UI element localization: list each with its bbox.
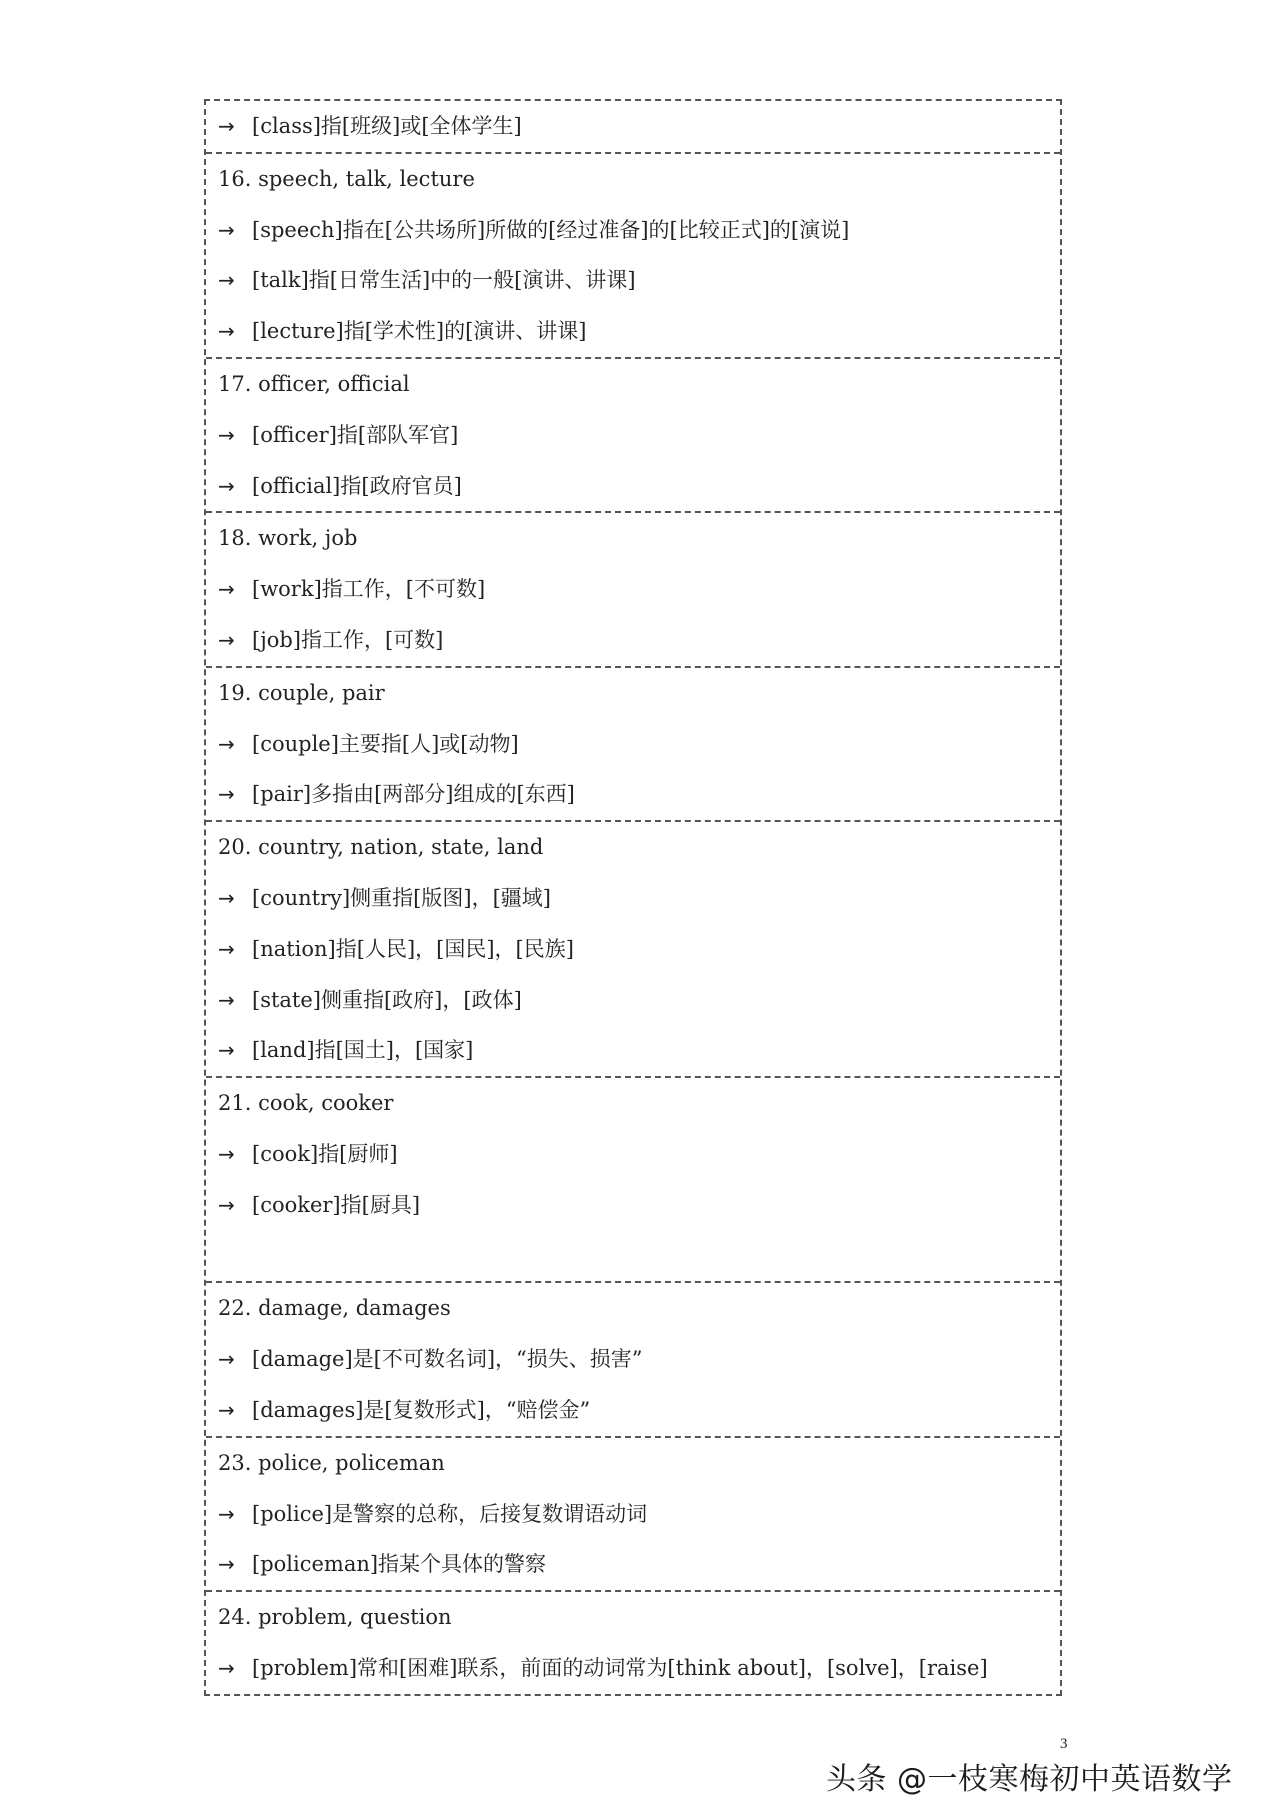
entry-item (218, 1025, 1052, 1076)
arrow-right-icon: → (218, 1655, 235, 1680)
entry-section (206, 1076, 1060, 1281)
arrow-right-icon: → (218, 268, 235, 293)
entry-item-text: [cooker]指[厨具] (252, 1192, 421, 1217)
entry-item (218, 101, 1052, 152)
arrow-right-icon: → (218, 1141, 235, 1166)
entry-item-text: [policeman]指某个具体的警察 (252, 1552, 547, 1577)
arrow-right-icon: → (218, 1347, 235, 1372)
entry-section (206, 1590, 1060, 1694)
entry-item-text: [problem]常和[困难]联系，前面的动词常为[think about]，[solve]，[raise] (252, 1655, 988, 1680)
entry-heading: 16. speech, talk, lecture (218, 166, 475, 191)
arrow-right-icon: → (218, 1552, 235, 1577)
entry-item (218, 719, 1052, 770)
entry-item-text: [work]指工作，[不可数] (252, 577, 486, 602)
entry-item (218, 924, 1052, 975)
entry-item (218, 873, 1052, 924)
entry-item-text: [state]侧重指[政府]，[政体] (252, 987, 522, 1012)
entry-section (206, 101, 1060, 152)
entry-section (206, 511, 1060, 665)
arrow-right-icon: → (218, 1192, 235, 1217)
arrow-right-icon: → (218, 473, 235, 498)
entry-item (218, 564, 1052, 615)
entry-heading: 23. police, policeman (218, 1450, 445, 1475)
arrow-right-icon: → (218, 1501, 235, 1526)
entry-item-text: [country]侧重指[版图]，[疆域] (252, 885, 551, 910)
entry-item (218, 205, 1052, 256)
entry-item-text: [pair]多指由[两部分]组成的[东西] (252, 782, 575, 807)
arrow-right-icon: → (218, 114, 235, 138)
entry-section (206, 820, 1060, 1076)
entry-item (218, 306, 1052, 357)
entry-item-text: [officer]指[部队军官] (252, 422, 459, 447)
arrow-right-icon: → (218, 987, 235, 1012)
entry-section (206, 152, 1060, 357)
arrow-right-icon: → (218, 1038, 235, 1063)
entry-item-text: [lecture]指[学术性]的[演讲、讲课] (252, 319, 587, 344)
entry-item (218, 255, 1052, 306)
blank-spacer (218, 1231, 1052, 1282)
entry-heading: 20. country, nation, state, land (218, 835, 544, 860)
entry-item (218, 1334, 1052, 1385)
arrow-right-icon: → (218, 319, 235, 344)
entry-item-text: [police]是警察的总称，后接复数谓语动词 (252, 1501, 648, 1526)
arrow-right-icon: → (218, 627, 235, 652)
watermark-text: 头条 @一枝寒梅初中英语数学 (826, 1762, 1233, 1797)
entry-item (218, 1180, 1052, 1231)
page-number: 3 (1060, 1736, 1068, 1752)
arrow-right-icon: → (218, 885, 235, 910)
entry-item (218, 1643, 1052, 1694)
entry-item-text: [speech]指在[公共场所]所做的[经过准备]的[比较正式]的[演说] (252, 217, 850, 242)
arrow-right-icon: → (218, 731, 235, 756)
entry-heading: 19. couple, pair (218, 680, 385, 705)
entry-item-text: [nation]指[人民]，[国民]，[民族] (252, 936, 574, 961)
entry-item-text: [damage]是[不可数名词]，“损失、损害” (252, 1347, 643, 1372)
entry-item (218, 1129, 1052, 1180)
arrow-right-icon: → (218, 577, 235, 602)
entry-item-text: [couple]主要指[人]或[动物] (252, 731, 519, 756)
entry-section (206, 1436, 1060, 1590)
arrow-right-icon: → (218, 936, 235, 961)
entry-heading: 24. problem, question (218, 1605, 452, 1630)
entry-item (218, 410, 1052, 461)
entry-item (218, 615, 1052, 666)
entry-item (218, 1489, 1052, 1540)
arrow-right-icon: → (218, 782, 235, 807)
arrow-right-icon: → (218, 422, 235, 447)
entry-item-text: [job]指工作，[可数] (252, 627, 444, 652)
entry-section (206, 357, 1060, 511)
entry-item-text: [class]指[班级]或[全体学生] (252, 114, 522, 138)
entry-heading: 21. cook, cooker (218, 1091, 394, 1116)
entry-heading: 18. work, job (218, 526, 358, 551)
entry-item-text: [damages]是[复数形式]，“赔偿金” (252, 1397, 591, 1422)
entry-item-text: [land]指[国土]，[国家] (252, 1038, 474, 1063)
entry-item (218, 1539, 1052, 1590)
entry-section (206, 666, 1060, 820)
word-comparison-table (204, 99, 1062, 1696)
entry-heading: 17. officer, official (218, 371, 410, 396)
entry-heading: 22. damage, damages (218, 1296, 451, 1321)
entry-item-text: [official]指[政府官员] (252, 473, 462, 498)
entry-section (206, 1281, 1060, 1435)
entry-item (218, 769, 1052, 820)
entry-item-text: [cook]指[厨师] (252, 1141, 398, 1166)
entry-item (218, 975, 1052, 1026)
entry-item (218, 1385, 1052, 1436)
arrow-right-icon: → (218, 1397, 235, 1422)
entry-item (218, 461, 1052, 512)
entry-item-text: [talk]指[日常生活]中的一般[演讲、讲课] (252, 268, 636, 293)
arrow-right-icon: → (218, 217, 235, 242)
